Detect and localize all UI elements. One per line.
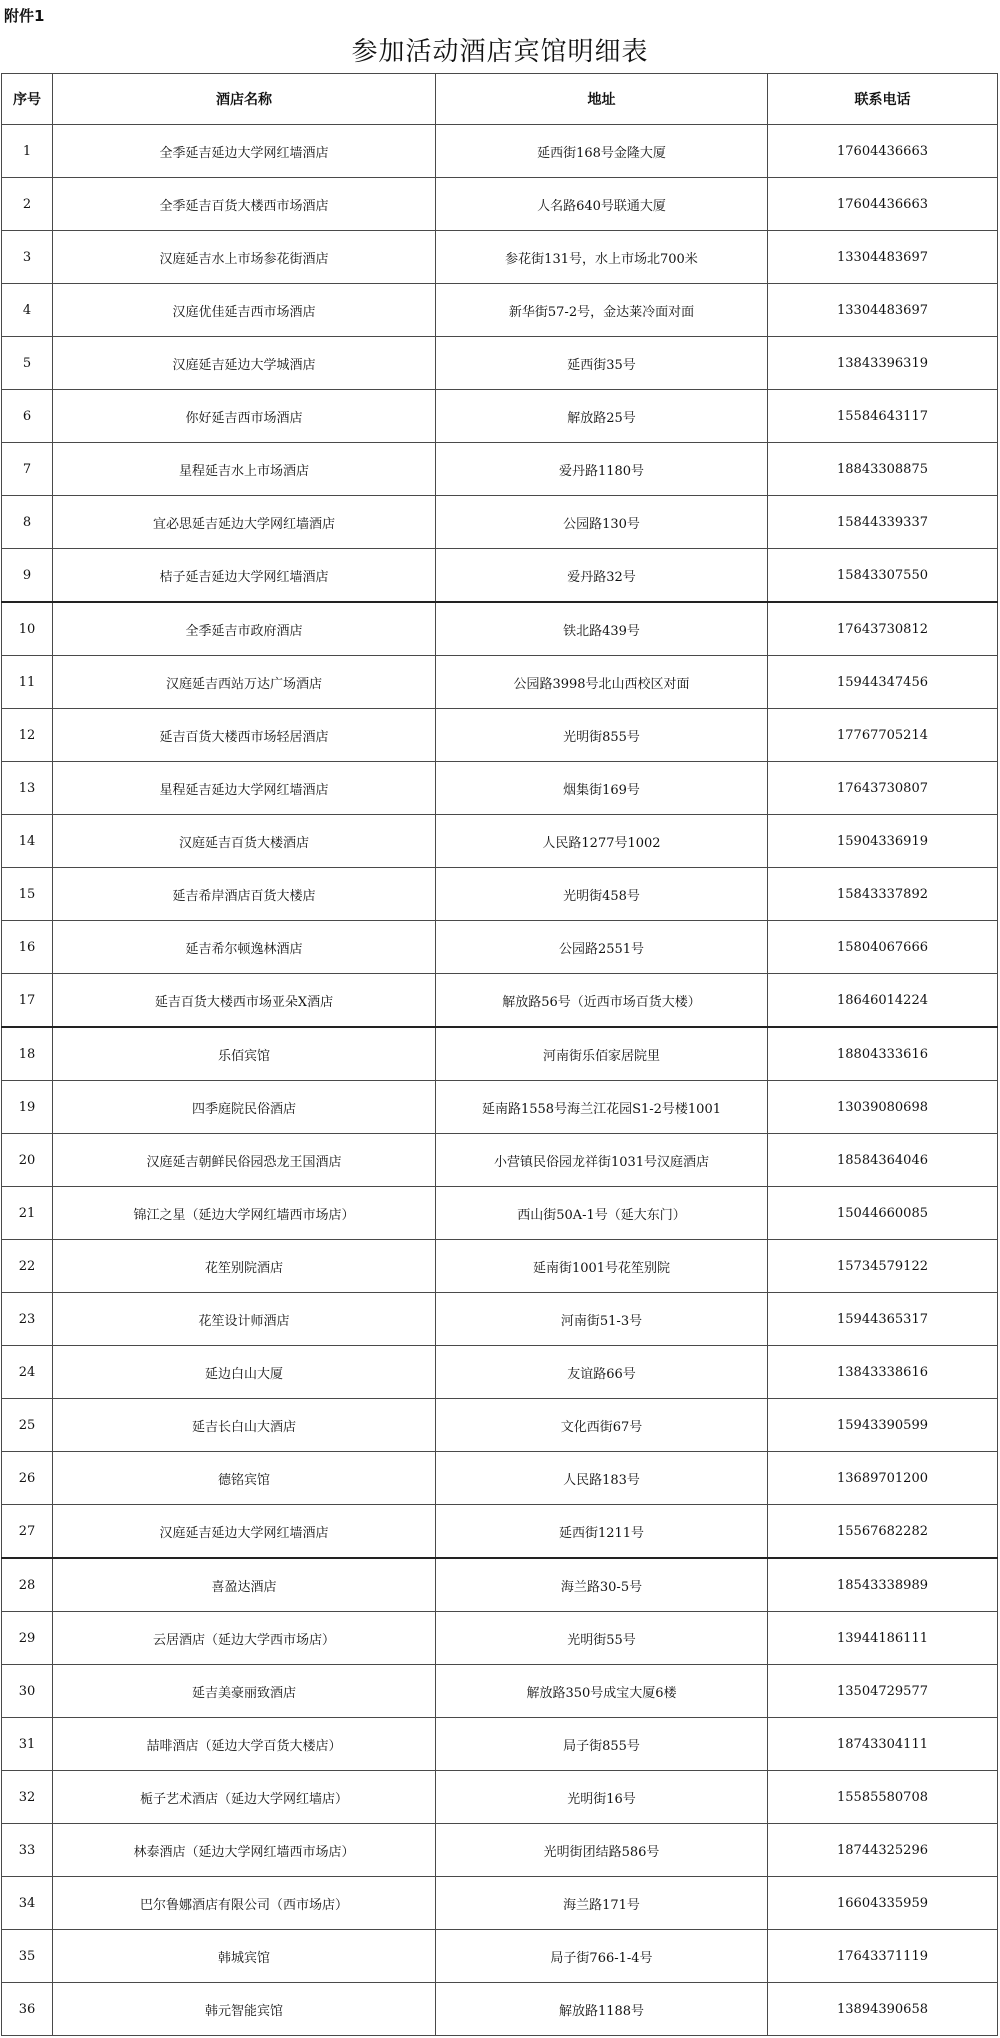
cell-hotel-name: 韩城宾馆: [53, 1930, 436, 1983]
cell-no: 26: [2, 1452, 53, 1505]
cell-phone: 18584364046: [768, 1134, 998, 1187]
cell-no: 5: [2, 337, 53, 390]
cell-address: 河南街乐佰家居院里: [436, 1027, 768, 1081]
cell-no: 19: [2, 1081, 53, 1134]
cell-hotel-name: 延边白山大厦: [53, 1346, 436, 1399]
cell-phone: 15943390599: [768, 1399, 998, 1452]
table-row: [2, 1558, 998, 1612]
cell-address: 西山街50A-1号（延大东门）: [436, 1187, 768, 1240]
table-row: [2, 1983, 998, 2036]
cell-no: 14: [2, 815, 53, 868]
cell-no: 9: [2, 549, 53, 603]
cell-hotel-name: 桔子延吉延边大学网红墙酒店: [53, 549, 436, 603]
cell-address: 海兰路171号: [436, 1877, 768, 1930]
table-row: [2, 1399, 998, 1452]
cell-no: 4: [2, 284, 53, 337]
cell-phone: 15844339337: [768, 496, 998, 549]
cell-hotel-name: 汉庭优佳延吉西市场酒店: [53, 284, 436, 337]
cell-no: 12: [2, 709, 53, 762]
cell-no: 1: [2, 125, 53, 178]
cell-phone: 15944347456: [768, 656, 998, 709]
cell-phone: 18804333616: [768, 1027, 998, 1081]
cell-hotel-name: 汉庭延吉延边大学城酒店: [53, 337, 436, 390]
cell-address: 友谊路66号: [436, 1346, 768, 1399]
cell-no: 16: [2, 921, 53, 974]
table-row: [2, 1718, 998, 1771]
cell-no: 32: [2, 1771, 53, 1824]
cell-phone: 13304483697: [768, 284, 998, 337]
cell-hotel-name: 汉庭延吉朝鲜民俗园恐龙王国酒店: [53, 1134, 436, 1187]
cell-address: 参花街131号，水上市场北700米: [436, 231, 768, 284]
cell-no: 30: [2, 1665, 53, 1718]
table-row: [2, 1505, 998, 1559]
table-row: [2, 602, 998, 656]
cell-phone: 13689701200: [768, 1452, 998, 1505]
cell-hotel-name: 汉庭延吉延边大学网红墙酒店: [53, 1505, 436, 1559]
cell-address: 人民路183号: [436, 1452, 768, 1505]
cell-phone: 17643371119: [768, 1930, 998, 1983]
cell-address: 延南街1001号花笙别院: [436, 1240, 768, 1293]
cell-address: 河南街51-3号: [436, 1293, 768, 1346]
cell-address: 人名路640号联通大厦: [436, 178, 768, 231]
column-header-name: 酒店名称: [53, 74, 436, 125]
cell-hotel-name: 花笙别院酒店: [53, 1240, 436, 1293]
cell-no: 27: [2, 1505, 53, 1559]
cell-phone: 15843307550: [768, 549, 998, 603]
cell-phone: 18743304111: [768, 1718, 998, 1771]
table-row: [2, 1452, 998, 1505]
cell-phone: 13304483697: [768, 231, 998, 284]
cell-address: 解放路25号: [436, 390, 768, 443]
cell-hotel-name: 巴尔鲁娜酒店有限公司（西市场店）: [53, 1877, 436, 1930]
cell-no: 2: [2, 178, 53, 231]
cell-phone: 15584643117: [768, 390, 998, 443]
cell-address: 公园路130号: [436, 496, 768, 549]
cell-address: 光明街16号: [436, 1771, 768, 1824]
table-row: [2, 231, 998, 284]
cell-phone: 18744325296: [768, 1824, 998, 1877]
cell-hotel-name: 全季延吉百货大楼西市场酒店: [53, 178, 436, 231]
table-row: [2, 974, 998, 1028]
hotel-table: [1, 73, 998, 2036]
cell-address: 新华街57-2号，金达莱冷面对面: [436, 284, 768, 337]
cell-no: 17: [2, 974, 53, 1028]
cell-phone: 13504729577: [768, 1665, 998, 1718]
cell-address: 小营镇民俗园龙祥街1031号汉庭酒店: [436, 1134, 768, 1187]
cell-phone: 13894390658: [768, 1983, 998, 2036]
cell-no: 23: [2, 1293, 53, 1346]
cell-address: 延西街1211号: [436, 1505, 768, 1559]
table-row: [2, 1771, 998, 1824]
table-row: [2, 1612, 998, 1665]
table-row: [2, 1134, 998, 1187]
table-row: [2, 762, 998, 815]
cell-hotel-name: 汉庭延吉西站万达广场酒店: [53, 656, 436, 709]
table-header-row: [2, 74, 998, 125]
cell-no: 10: [2, 602, 53, 656]
cell-hotel-name: 延吉希岸酒店百货大楼店: [53, 868, 436, 921]
cell-no: 24: [2, 1346, 53, 1399]
table-row: [2, 1665, 998, 1718]
table-row: [2, 549, 998, 603]
cell-phone: 17767705214: [768, 709, 998, 762]
cell-phone: 17604436663: [768, 178, 998, 231]
cell-address: 解放路56号（近西市场百货大楼）: [436, 974, 768, 1028]
cell-no: 13: [2, 762, 53, 815]
cell-phone: 13843396319: [768, 337, 998, 390]
cell-address: 铁北路439号: [436, 602, 768, 656]
cell-phone: 13944186111: [768, 1612, 998, 1665]
cell-no: 29: [2, 1612, 53, 1665]
table-row: [2, 1877, 998, 1930]
column-header-no: 序号: [2, 74, 53, 125]
attachment-label: 附件1: [4, 7, 45, 25]
cell-no: 6: [2, 390, 53, 443]
table-row: [2, 1240, 998, 1293]
cell-address: 公园路3998号北山西校区对面: [436, 656, 768, 709]
table-row: [2, 1824, 998, 1877]
cell-no: 3: [2, 231, 53, 284]
cell-phone: 15904336919: [768, 815, 998, 868]
cell-no: 33: [2, 1824, 53, 1877]
cell-no: 36: [2, 1983, 53, 2036]
cell-hotel-name: 汉庭延吉百货大楼酒店: [53, 815, 436, 868]
table-row: [2, 178, 998, 231]
cell-hotel-name: 汉庭延吉水上市场参花街酒店: [53, 231, 436, 284]
cell-no: 15: [2, 868, 53, 921]
cell-address: 延西街35号: [436, 337, 768, 390]
cell-no: 31: [2, 1718, 53, 1771]
cell-hotel-name: 你好延吉西市场酒店: [53, 390, 436, 443]
table-row: [2, 1187, 998, 1240]
cell-hotel-name: 延吉美豪丽致酒店: [53, 1665, 436, 1718]
cell-phone: 13843338616: [768, 1346, 998, 1399]
cell-hotel-name: 延吉百货大楼西市场轻居酒店: [53, 709, 436, 762]
cell-no: 34: [2, 1877, 53, 1930]
cell-address: 解放路350号成宝大厦6楼: [436, 1665, 768, 1718]
cell-hotel-name: 喜盈达酒店: [53, 1558, 436, 1612]
table-row: [2, 815, 998, 868]
table-row: [2, 337, 998, 390]
cell-address: 延西街168号金隆大厦: [436, 125, 768, 178]
cell-hotel-name: 喆啡酒店（延边大学百货大楼店）: [53, 1718, 436, 1771]
page-title: 参加活动酒店宾馆明细表: [351, 37, 649, 67]
cell-address: 解放路1188号: [436, 1983, 768, 2036]
column-header-phone: 联系电话: [768, 74, 998, 125]
table-body: [2, 125, 998, 2036]
cell-phone: 15734579122: [768, 1240, 998, 1293]
cell-phone: 15044660085: [768, 1187, 998, 1240]
cell-hotel-name: 全季延吉市政府酒店: [53, 602, 436, 656]
cell-phone: 16604335959: [768, 1877, 998, 1930]
cell-no: 20: [2, 1134, 53, 1187]
cell-phone: 17643730807: [768, 762, 998, 815]
cell-phone: 18843308875: [768, 443, 998, 496]
cell-no: 21: [2, 1187, 53, 1240]
cell-address: 爱丹路32号: [436, 549, 768, 603]
cell-address: 爱丹路1180号: [436, 443, 768, 496]
cell-address: 海兰路30-5号: [436, 1558, 768, 1612]
table-row: [2, 125, 998, 178]
cell-hotel-name: 星程延吉延边大学网红墙酒店: [53, 762, 436, 815]
cell-phone: 15843337892: [768, 868, 998, 921]
table-row: [2, 656, 998, 709]
cell-address: 烟集街169号: [436, 762, 768, 815]
cell-phone: 18646014224: [768, 974, 998, 1028]
cell-phone: 13039080698: [768, 1081, 998, 1134]
cell-hotel-name: 锦江之星（延边大学网红墙西市场店）: [53, 1187, 436, 1240]
cell-hotel-name: 延吉希尔顿逸林酒店: [53, 921, 436, 974]
table-row: [2, 868, 998, 921]
cell-no: 35: [2, 1930, 53, 1983]
cell-address: 光明街55号: [436, 1612, 768, 1665]
table-row: [2, 284, 998, 337]
cell-no: 28: [2, 1558, 53, 1612]
cell-address: 延南路1558号海兰江花园S1-2号楼1001: [436, 1081, 768, 1134]
cell-phone: 17643730812: [768, 602, 998, 656]
cell-phone: 18543338989: [768, 1558, 998, 1612]
cell-address: 光明街团结路586号: [436, 1824, 768, 1877]
cell-no: 18: [2, 1027, 53, 1081]
cell-hotel-name: 延吉百货大楼西市场亚朵X酒店: [53, 974, 436, 1028]
cell-address: 局子街855号: [436, 1718, 768, 1771]
table-row: [2, 1293, 998, 1346]
table-row: [2, 1930, 998, 1983]
cell-no: 22: [2, 1240, 53, 1293]
cell-hotel-name: 星程延吉水上市场酒店: [53, 443, 436, 496]
cell-hotel-name: 延吉长白山大酒店: [53, 1399, 436, 1452]
cell-address: 光明街458号: [436, 868, 768, 921]
cell-phone: 15944365317: [768, 1293, 998, 1346]
cell-phone: 15567682282: [768, 1505, 998, 1559]
cell-hotel-name: 韩元智能宾馆: [53, 1983, 436, 2036]
cell-phone: 15804067666: [768, 921, 998, 974]
cell-phone: 15585580708: [768, 1771, 998, 1824]
table-row: [2, 1027, 998, 1081]
cell-hotel-name: 花笙设计师酒店: [53, 1293, 436, 1346]
table-row: [2, 390, 998, 443]
cell-hotel-name: 德铭宾馆: [53, 1452, 436, 1505]
cell-hotel-name: 林泰酒店（延边大学网红墙西市场店）: [53, 1824, 436, 1877]
column-header-address: 地址: [436, 74, 768, 125]
cell-address: 局子街766-1-4号: [436, 1930, 768, 1983]
table-row: [2, 1346, 998, 1399]
table-row: [2, 1081, 998, 1134]
cell-hotel-name: 乐佰宾馆: [53, 1027, 436, 1081]
cell-address: 文化西街67号: [436, 1399, 768, 1452]
cell-no: 25: [2, 1399, 53, 1452]
table-row: [2, 443, 998, 496]
cell-hotel-name: 云居酒店（延边大学西市场店）: [53, 1612, 436, 1665]
cell-address: 公园路2551号: [436, 921, 768, 974]
cell-address: 人民路1277号1002: [436, 815, 768, 868]
table-row: [2, 496, 998, 549]
cell-no: 7: [2, 443, 53, 496]
cell-no: 8: [2, 496, 53, 549]
table-row: [2, 709, 998, 762]
cell-no: 11: [2, 656, 53, 709]
cell-hotel-name: 宜必思延吉延边大学网红墙酒店: [53, 496, 436, 549]
cell-phone: 17604436663: [768, 125, 998, 178]
cell-hotel-name: 全季延吉延边大学网红墙酒店: [53, 125, 436, 178]
cell-address: 光明街855号: [436, 709, 768, 762]
table-row: [2, 921, 998, 974]
cell-hotel-name: 四季庭院民俗酒店: [53, 1081, 436, 1134]
cell-hotel-name: 栀子艺术酒店（延边大学网红墙店）: [53, 1771, 436, 1824]
